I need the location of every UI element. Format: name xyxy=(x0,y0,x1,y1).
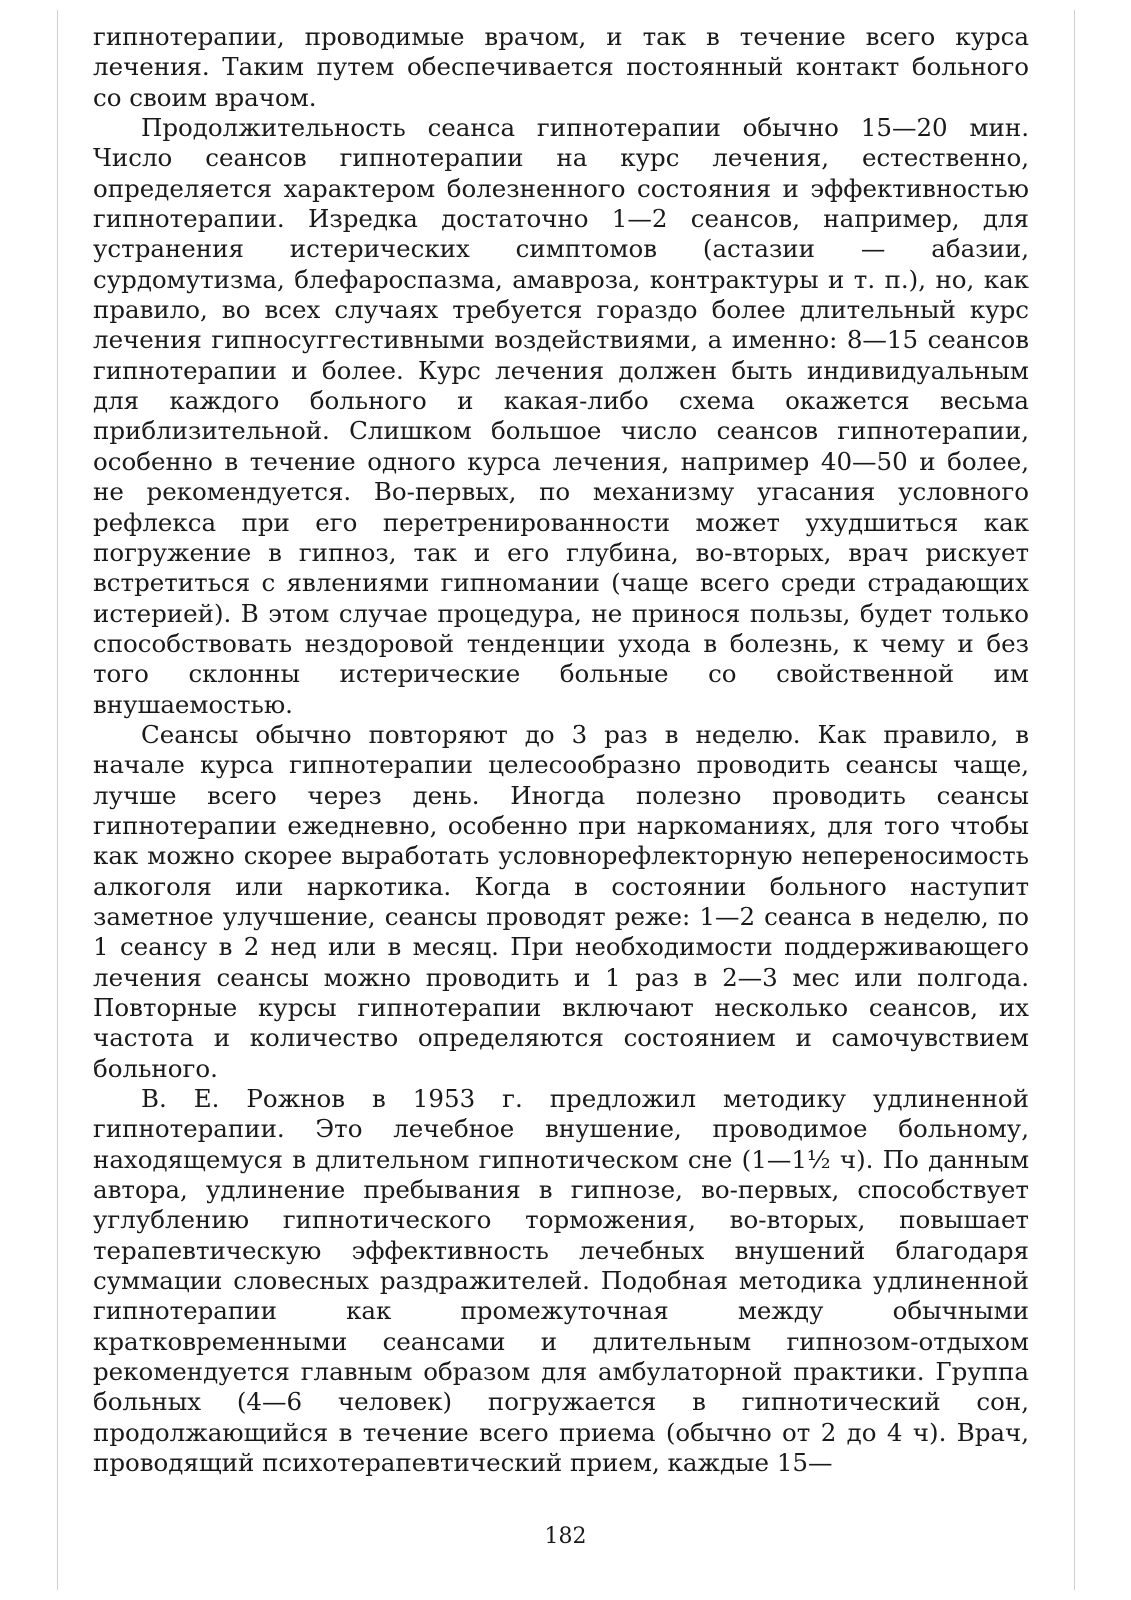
paragraph-session-frequency: Сеансы обычно повторяют до 3 раз в неделю. Как правило, в начале курса гипнотерапии целесообразно проводить сеансы чаще, лучше всего через день. Иногда полезно проводить сеансы гипнотерапии ежедневно, особенно при наркоманиях, для того чтобы как можно скорее выработать условнорефлекторную непереносимость алкоголя или наркотика. Когда в состоянии больного наступит заметное улучшение, сеансы проводят реже: 1—2 сеанса в неделю, по 1 сеансу в 2 нед или в месяц. При необходимости поддерживающего лечения сеансы можно проводить и 1 раз в 2—3 мес или полгода. Повторные курсы гипнотерапии включают несколько сеансов, их частота и количество определяются состоянием и самочувствием больного. xyxy=(93,719,1029,1083)
paragraph-session-duration: Продолжительность сеанса гипнотерапии обычно 15—20 мин. Число сеансов гипнотерапии на курс лечения, естественно, определяется характером болезненного состояния и эффективностью гипнотерапии. Изредка достаточно 1—2 сеансов, например, для устранения истерических симптомов (астазии — абазии, сурдомутизма, блефароспазма, амавроза, контрактуры и т. п.), но, как правило, во всех случаях требуется гораздо более длительный курс лечения гипносуггестивными воздействиями, а именно: 8—15 сеансов гипнотерапии и более. Курс лечения должен быть индивидуальным для каждого больного и какая-либо схема окажется весьма приблизительной. Слишком большое число сеансов гипнотерапии, особенно в течение одного курса лечения, например 40—50 и более, не рекомендуется. Во-первых, по механизму угасания условного рефлекса при его перетренированности может ухудшиться как погружение в гипноз, так и его глубина, во-вторых, врач рискует встретиться с явлениями гипномании (чаще всего среди страдающих истерией). В этом случае процедура, не принося пользы, будет только способствовать нездоровой тенденции ухода в болезнь, к чему и без того склонны истерические больные со свойственной им внушаемостью. xyxy=(93,113,1029,719)
page-number: 182 xyxy=(544,1524,587,1549)
paragraph-extended-hypnotherapy: В. Е. Рожнов в 1953 г. предложил методику удлиненной гипнотерапии. Это лечебное внушение, проводимое больному, находящемуся в длительном гипнотическом сне (1—1½ ч). По данным автора, удлинение пребывания в гипнозе, во-первых, способствует углублению гипнотического торможения, во-вторых, повышает терапевтическую эффективность лечебных внушений благодаря суммации словесных раздражителей. Подобная методика удлиненной гипнотерапии как промежуточная между обычными кратковременными сеансами и длительным гипнозом-отдыхом рекомендуется главным образом для амбулаторной практики. Группа больных (4—6 человек) погружается в гипнотический сон, продолжающийся в течение всего приема (обычно от 2 до 4 ч). Врач, проводящий психотерапевтический прием, каждые 15— xyxy=(93,1084,1029,1478)
paragraph-continuation: гипнотерапии, проводимые врачом, и так в течение всего курса лечения. Таким путем обеспечивается постоянный контакт больного со своим врачом. xyxy=(93,22,1029,112)
document-page xyxy=(93,22,1029,1479)
